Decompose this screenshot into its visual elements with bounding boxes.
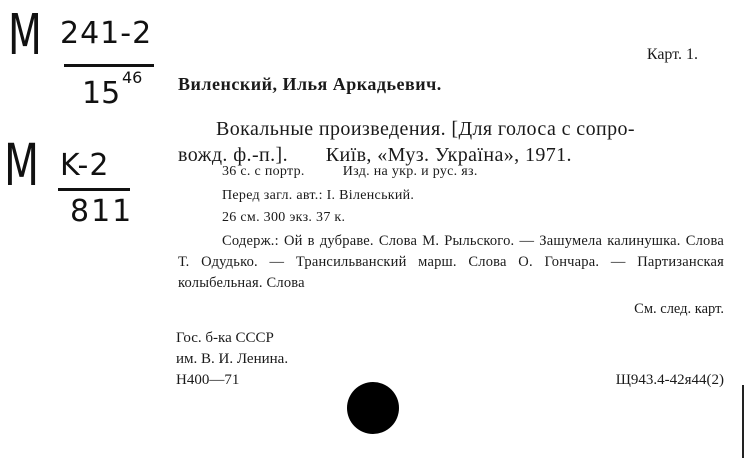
shelf-mark-divider-2 [58, 188, 130, 191]
title-line-2: вожд. ф.-п.]. Київ, «Муз. Україна», 1971. [178, 144, 572, 166]
title-line-1: Вокальные произведения. [Для голоса с сопро- [216, 118, 635, 140]
title-note-line: Перед загл. авт.: І. Віленський. [222, 188, 415, 203]
shelf-mark-superscript-1: 46 [122, 68, 143, 87]
pagination-line: 36 с. с портр. Изд. на укр. и рус. яз. [222, 164, 478, 179]
shelf-mark-letter-1: M [8, 3, 42, 68]
library-line-1: Гос. б-ка СССР [176, 330, 274, 346]
card-edge [742, 385, 744, 458]
shelf-mark-letter-2: M [4, 131, 40, 199]
author-heading: Виленский, Илья Аркадьевич. [178, 74, 442, 94]
punch-hole [347, 382, 399, 434]
library-line-2: им. В. И. Ленина. [176, 351, 289, 367]
contents-text: Содерж.: Ой в дубраве. Слова М. Рыльского. — Зашумела калинушка. Слова Т. Одудько. — Трансильванский марш. Слова О. Гончара. — Партизанская колыбельная. Слова [178, 233, 724, 291]
contents-note [178, 231, 724, 294]
shelf-mark-code-top-1: 241-2 [60, 16, 153, 51]
index-number: Н400—71 [176, 372, 240, 388]
shelf-mark-code-bottom-2: 811 [70, 194, 134, 229]
shelf-mark-divider-1 [64, 64, 154, 67]
classification-code: Щ943.4-42я44(2) [615, 372, 724, 388]
shelf-mark-code-bottom-1: 15 [82, 76, 121, 111]
size-edition-line: 26 см. 300 экз. 37 к. [222, 210, 346, 225]
shelf-mark-code-top-2: K-2 [60, 148, 110, 183]
card-number: Карт. 1. [646, 46, 698, 63]
see-next-card: См. след. карт. [634, 301, 724, 317]
